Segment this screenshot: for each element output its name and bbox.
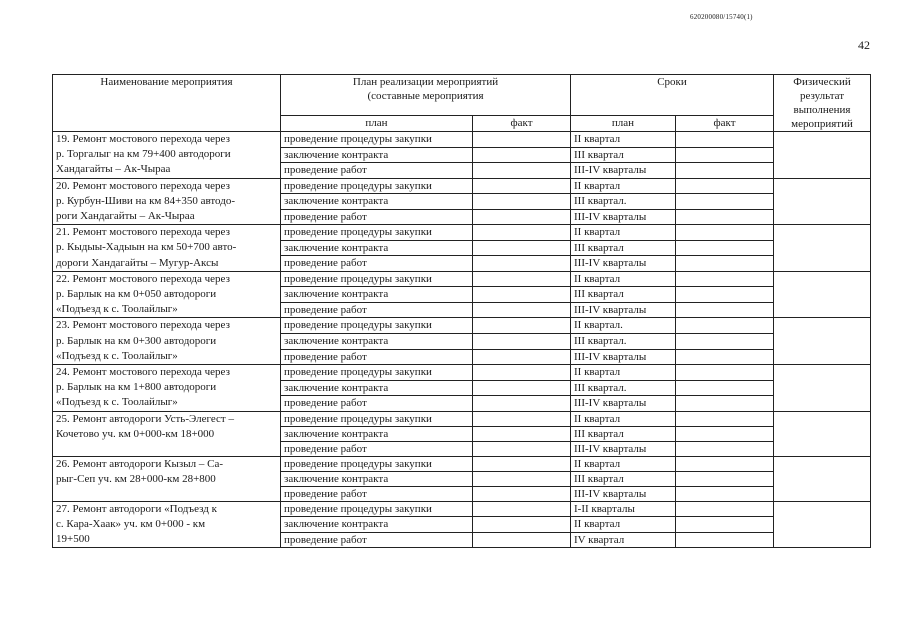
term-plan-cell: III квартал. xyxy=(571,380,676,396)
event-name-line: «Подъезд к с. Тоолайлыг» xyxy=(56,349,178,362)
step-cell: проведение работ xyxy=(281,349,473,365)
step-cell: проведение работ xyxy=(281,302,473,318)
fact-cell xyxy=(473,501,571,517)
term-plan-cell: III квартал xyxy=(571,240,676,256)
header-plan-line2: (составные мероприятия xyxy=(367,90,484,102)
fact-cell xyxy=(473,225,571,241)
term-plan-cell: III-IV кварталы xyxy=(571,209,676,225)
event-name-line: р. Барлык на км 0+300 автодороги xyxy=(56,334,217,347)
header-plan xyxy=(281,75,571,116)
header-plan-line1: План реализации мероприятий xyxy=(352,76,499,88)
step-cell: проведение процедуры закупки xyxy=(281,178,473,194)
header-result-line3: выполнения xyxy=(793,104,851,116)
step-cell: проведение работ xyxy=(281,532,473,548)
step-cell: проведение процедуры закупки xyxy=(281,411,473,426)
term-fact-cell xyxy=(676,147,774,163)
fact-cell xyxy=(473,517,571,533)
event-name-line: 25. Ремонт автодороги Усть-Элегест – xyxy=(56,412,234,425)
term-plan-cell: II квартал xyxy=(571,225,676,241)
fact-cell xyxy=(473,271,571,287)
event-name-line: 19+500 xyxy=(56,533,90,546)
term-fact-cell xyxy=(676,532,774,548)
term-fact-cell xyxy=(676,441,774,456)
result-cell xyxy=(774,501,871,548)
event-name-line: «Подъезд к с. Тоолайлыг» xyxy=(56,303,178,316)
result-cell xyxy=(774,178,871,225)
event-name-cell xyxy=(53,225,281,272)
table-row xyxy=(53,271,871,287)
term-fact-cell xyxy=(676,333,774,349)
term-plan-cell: III квартал xyxy=(571,287,676,303)
term-fact-cell xyxy=(676,349,774,365)
event-name-line: 27. Ремонт автодороги «Подъезд к xyxy=(56,502,217,515)
event-name-cell xyxy=(53,271,281,318)
fact-cell xyxy=(473,209,571,225)
step-cell: проведение работ xyxy=(281,441,473,456)
term-fact-cell xyxy=(676,240,774,256)
event-name-line: 19. Ремонт мостового перехода через xyxy=(56,133,230,145)
term-plan-cell: II квартал xyxy=(571,411,676,426)
term-fact-cell xyxy=(676,287,774,303)
term-plan-cell: III-IV кварталы xyxy=(571,396,676,412)
result-cell xyxy=(774,411,871,456)
term-fact-cell xyxy=(676,209,774,225)
event-name-line: дороги Хандагайты – Мугур-Аксы xyxy=(56,256,219,269)
step-cell: заключение контракта xyxy=(281,194,473,210)
event-name-line: р. Курбун-Шиви на км 84+350 автодо- xyxy=(56,194,235,207)
term-fact-cell xyxy=(676,486,774,501)
term-plan-cell: III-IV кварталы xyxy=(571,486,676,501)
term-fact-cell xyxy=(676,411,774,426)
term-plan-cell: III квартал xyxy=(571,147,676,163)
fact-cell xyxy=(473,365,571,381)
step-cell: заключение контракта xyxy=(281,471,473,486)
step-cell: заключение контракта xyxy=(281,147,473,163)
term-fact-cell xyxy=(676,178,774,194)
term-fact-cell xyxy=(676,501,774,517)
document-id: 620200080/15740(1) xyxy=(690,13,753,21)
step-cell: проведение процедуры закупки xyxy=(281,225,473,241)
fact-cell xyxy=(473,471,571,486)
term-fact-cell xyxy=(676,365,774,381)
step-cell: проведение работ xyxy=(281,486,473,501)
step-cell: проведение процедуры закупки xyxy=(281,132,473,148)
term-plan-cell: II квартал xyxy=(571,271,676,287)
term-fact-cell xyxy=(676,471,774,486)
event-name-line: р. Кыдыы-Хадыын на км 50+700 авто- xyxy=(56,241,237,254)
event-name-line: 22. Ремонт мостового перехода через xyxy=(56,272,230,285)
event-name-cell xyxy=(53,132,281,179)
term-plan-cell: III-IV кварталы xyxy=(571,349,676,365)
header-result-line4: мероприятий xyxy=(791,118,853,130)
term-plan-cell: III-IV кварталы xyxy=(571,163,676,179)
header-terms-plan: план xyxy=(571,116,676,132)
step-cell: заключение контракта xyxy=(281,426,473,441)
result-cell xyxy=(774,225,871,272)
page-number: 42 xyxy=(858,38,870,52)
fact-cell xyxy=(473,456,571,471)
term-fact-cell xyxy=(676,318,774,334)
step-cell: проведение процедуры закупки xyxy=(281,271,473,287)
term-plan-cell: III квартал xyxy=(571,471,676,486)
fact-cell xyxy=(473,240,571,256)
term-fact-cell xyxy=(676,517,774,533)
term-fact-cell xyxy=(676,456,774,471)
term-fact-cell xyxy=(676,194,774,210)
event-name-line: 24. Ремонт мостового перехода через xyxy=(56,366,230,379)
step-cell: заключение контракта xyxy=(281,517,473,533)
fact-cell xyxy=(473,256,571,272)
event-name-line: р. Торгалыг на км 79+400 автодороги xyxy=(56,148,231,161)
term-plan-cell: I-II кварталы xyxy=(571,501,676,517)
table-row xyxy=(53,411,871,426)
event-name-line: 26. Ремонт автодороги Кызыл – Са- xyxy=(56,457,223,470)
term-plan-cell: II квартал xyxy=(571,178,676,194)
term-plan-cell: II квартал. xyxy=(571,318,676,334)
term-plan-cell: IV квартал xyxy=(571,532,676,548)
header-fact-sub: факт xyxy=(473,116,571,132)
fact-cell xyxy=(473,349,571,365)
fact-cell xyxy=(473,532,571,548)
fact-cell xyxy=(473,132,571,148)
table-row xyxy=(53,318,871,334)
table-row xyxy=(53,132,871,148)
term-fact-cell xyxy=(676,163,774,179)
fact-cell xyxy=(473,147,571,163)
event-name-line: 23. Ремонт мостового перехода через xyxy=(56,319,230,332)
step-cell: заключение контракта xyxy=(281,287,473,303)
step-cell: проведение работ xyxy=(281,256,473,272)
step-cell: проведение работ xyxy=(281,396,473,412)
fact-cell xyxy=(473,441,571,456)
result-cell xyxy=(774,318,871,365)
event-name-cell xyxy=(53,501,281,548)
fact-cell xyxy=(473,287,571,303)
event-name-line: Кочетово уч. км 0+000-км 18+000 xyxy=(56,427,215,440)
event-name-cell xyxy=(53,178,281,225)
fact-cell xyxy=(473,396,571,412)
result-cell xyxy=(774,365,871,412)
result-cell xyxy=(774,456,871,501)
event-name-line: р. Барлык на км 1+800 автодороги xyxy=(56,381,217,394)
term-plan-cell: II квартал xyxy=(571,517,676,533)
header-result-line1: Физический xyxy=(793,76,851,88)
term-fact-cell xyxy=(676,256,774,272)
header-result xyxy=(774,75,871,132)
table-row xyxy=(53,456,871,471)
step-cell: заключение контракта xyxy=(281,380,473,396)
step-cell: заключение контракта xyxy=(281,333,473,349)
table-row xyxy=(53,365,871,381)
term-fact-cell xyxy=(676,302,774,318)
term-fact-cell xyxy=(676,426,774,441)
fact-cell xyxy=(473,380,571,396)
event-name-line: с. Кара-Хаак» уч. км 0+000 - км xyxy=(56,517,206,530)
table-row xyxy=(53,501,871,517)
fact-cell xyxy=(473,302,571,318)
event-name-line: р. Барлык на км 0+050 автодороги xyxy=(56,288,217,301)
fact-cell xyxy=(473,411,571,426)
event-name-cell xyxy=(53,456,281,501)
step-cell: проведение процедуры закупки xyxy=(281,365,473,381)
step-cell: проведение работ xyxy=(281,163,473,179)
term-plan-cell: III-IV кварталы xyxy=(571,441,676,456)
event-name-line: «Подъезд к с. Тоолайлыг» xyxy=(56,396,178,409)
fact-cell xyxy=(473,163,571,179)
events-table xyxy=(52,74,871,548)
term-fact-cell xyxy=(676,271,774,287)
fact-cell xyxy=(473,333,571,349)
fact-cell xyxy=(473,426,571,441)
term-fact-cell xyxy=(676,380,774,396)
event-name-line: 21. Ремонт мостового перехода через xyxy=(56,226,230,239)
event-name-line: рыг-Сеп уч. км 28+000-км 28+800 xyxy=(56,472,216,485)
term-plan-cell: II квартал xyxy=(571,456,676,471)
event-name-cell xyxy=(53,411,281,456)
term-plan-cell: III квартал. xyxy=(571,194,676,210)
event-name-line: роги Хандагайты – Ак-Чыраа xyxy=(56,210,195,223)
step-cell: проведение работ xyxy=(281,209,473,225)
fact-cell xyxy=(473,486,571,501)
table-row xyxy=(53,178,871,194)
header-terms: Сроки xyxy=(571,75,774,116)
term-fact-cell xyxy=(676,396,774,412)
result-cell xyxy=(774,132,871,179)
term-plan-cell: III квартал xyxy=(571,426,676,441)
table-body xyxy=(53,132,871,548)
table-row xyxy=(53,225,871,241)
step-cell: проведение процедуры закупки xyxy=(281,318,473,334)
term-fact-cell xyxy=(676,225,774,241)
fact-cell xyxy=(473,194,571,210)
event-name-line: 20. Ремонт мостового перехода через xyxy=(56,179,230,192)
step-cell: проведение процедуры закупки xyxy=(281,456,473,471)
term-plan-cell: III-IV кварталы xyxy=(571,302,676,318)
step-cell: проведение процедуры закупки xyxy=(281,501,473,517)
result-cell xyxy=(774,271,871,318)
term-fact-cell xyxy=(676,132,774,148)
event-name-cell xyxy=(53,365,281,412)
header-terms-fact: факт xyxy=(676,116,774,132)
header-plan-sub: план xyxy=(281,116,473,132)
event-name-line: Хандагайты – Ак-Чыраа xyxy=(56,163,171,176)
header-event-name: Наименование мероприятия xyxy=(53,75,281,132)
fact-cell xyxy=(473,318,571,334)
fact-cell xyxy=(473,178,571,194)
step-cell: заключение контракта xyxy=(281,240,473,256)
term-plan-cell: II квартал xyxy=(571,365,676,381)
term-plan-cell: III-IV кварталы xyxy=(571,256,676,272)
header-result-line2: результат xyxy=(799,90,845,102)
term-plan-cell: III квартал. xyxy=(571,333,676,349)
event-name-cell xyxy=(53,318,281,365)
term-plan-cell: II квартал xyxy=(571,132,676,148)
